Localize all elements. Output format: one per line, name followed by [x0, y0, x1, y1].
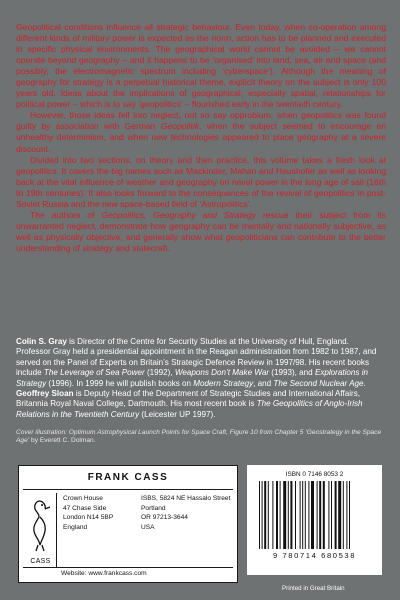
barcode-bar	[276, 481, 278, 549]
cover-note-text: Cover illustration: Optimum Astrophysical Launch Points for Space Craft, Figure 10 from Chapter 5 ‘Geostrategy in the Space Age’	[16, 429, 382, 445]
barcode-bar	[272, 481, 273, 549]
bird-logo-icon	[27, 495, 53, 555]
publisher-divider	[23, 489, 233, 490]
cover-illustration-note	[16, 429, 384, 446]
barcode-digits: 9 780714 680538	[272, 551, 357, 560]
publisher-logo-label: CASS	[30, 558, 51, 565]
barcode-bar	[268, 481, 269, 549]
blurb-paragraph-2: However, those ideas fell into neglect, not so say opprobium, when geopolitics was found guilty by association with German Geopolitik, when the subject seemed to encourage an unhealthy determinism, and when new technologies appeared to place geography at a severe discount.	[16, 110, 386, 154]
barcode-bar	[308, 481, 309, 549]
barcode-bar	[280, 481, 281, 549]
barcode-bar	[259, 481, 260, 549]
publisher-us-address: ISBS, 5824 NE Hassalo Street Portland OR 97213-3644 USA	[141, 495, 231, 531]
publisher-name: FRANK CASS	[87, 472, 169, 483]
barcode-bar	[288, 481, 289, 549]
printed-in-note: Printed in Great Britain	[282, 585, 345, 592]
author-bio-sloan-text: Geoffrey Sloan is Deputy Head of the Department of Strategic Studies and International Affairs, Britannia Royal Naval College, Dartmouth. His most recent book is The Geopolitics of Anglo-Irish Relations in the Twentieth Century (Leicester UP 1997).	[16, 389, 363, 419]
publisher-box	[18, 465, 238, 583]
barcode-bar	[311, 481, 314, 549]
barcode-bar	[300, 481, 301, 549]
barcode-bar	[331, 481, 332, 549]
barcode-bar	[349, 481, 350, 549]
author-bio-gray-text: Colin S. Gray is Director of the Centre for Security Studies at the University of Hull, England. Professor Gray held a presidential appointment in the Reagan administration from 1982 to 1987, and served on the Panel of Experts on Britain’s Strategic Defence Review in 1997/98. His recent books include The Leverage of Sea Power (1992), Weapons Don’t Make War (1993), and Explorations in Strategy (1996). In 1999 he will publish books on Modern Strategy, and The Second Nuclear Age.	[16, 337, 377, 388]
cover-note-credit: by Everett C. Dolman.	[29, 437, 96, 445]
isbn-barcode	[247, 465, 382, 575]
barcode-bar	[335, 481, 337, 549]
publisher-website: Website: www.frankcass.com	[61, 570, 147, 577]
blurb-paragraph-1: Geopolitical conditions influence all strategic behaviour. Even today, when co-operation among different kinds of military power is expected as the norm, action has to be planned and executed in specific physical environments. The geographical world cannot be avoided – we cannot operate beyond geography – and it happens to be ‘organised’ into land, sea, air and space (and possibly, the electromagnetic spectrum including ‘cyberspace’). Although the meaning of geography for strategy is a perpetual historical theme, explicit theory on the subject is only 100 years old. Ideas about the implications of geographical, especially spatial, relationships for political power – which is to say ‘geopolitics’ – flourished early in the twentieth century.	[16, 22, 386, 110]
barcode-bar	[319, 481, 321, 549]
barcode-bars	[259, 481, 370, 549]
barcode-bar	[295, 481, 296, 549]
barcode-bar	[302, 481, 303, 549]
isbn-number: ISBN 0 7146 8053 2	[285, 471, 344, 478]
barcode-bar	[328, 481, 329, 549]
blurb-paragraph-4: The authors of Geopolitics, Geography and Strategy rescue their subject from its unwarranted neglect, demonstrate how geography can be mentally and nationally subjective, as well as physically objective, and generally show what geopoliticians can contribute to the better understanding of strategy and statecraft.	[16, 209, 386, 253]
publisher-divider-bottom	[23, 567, 233, 568]
barcode-bar	[262, 481, 263, 549]
blurb-text	[16, 22, 386, 254]
barcode-bar	[317, 481, 318, 549]
barcode-bar	[338, 481, 341, 549]
barcode-bar	[264, 481, 266, 549]
barcode-bar	[305, 481, 306, 549]
barcode-bar	[290, 481, 292, 549]
blurb-paragraph-3: Divided into two sections, on theory and then practice, this volume takes a fresh look at geopolitics. It covers the big names such as Mackinder, Mahan and Haushofer as well as looking back at the vital influence of weather and geography on naval power in the long age of sail (16th to 19th centuries). It also looks forward to the consequences of the revival of geopolitics in post-Soviet Russia and the new space-based field of ‘Astropolitics’.	[16, 154, 386, 209]
author-bio-gray	[16, 337, 384, 389]
publisher-uk-address: Crown House 47 Chase Side London N14 5BP England	[63, 495, 114, 531]
author-bio-sloan	[16, 389, 384, 420]
barcode-bar	[346, 481, 347, 549]
barcode-bar	[283, 481, 286, 549]
barcode-bar	[343, 481, 344, 549]
barcode-bar	[323, 481, 325, 549]
publisher-logo	[23, 493, 57, 567]
